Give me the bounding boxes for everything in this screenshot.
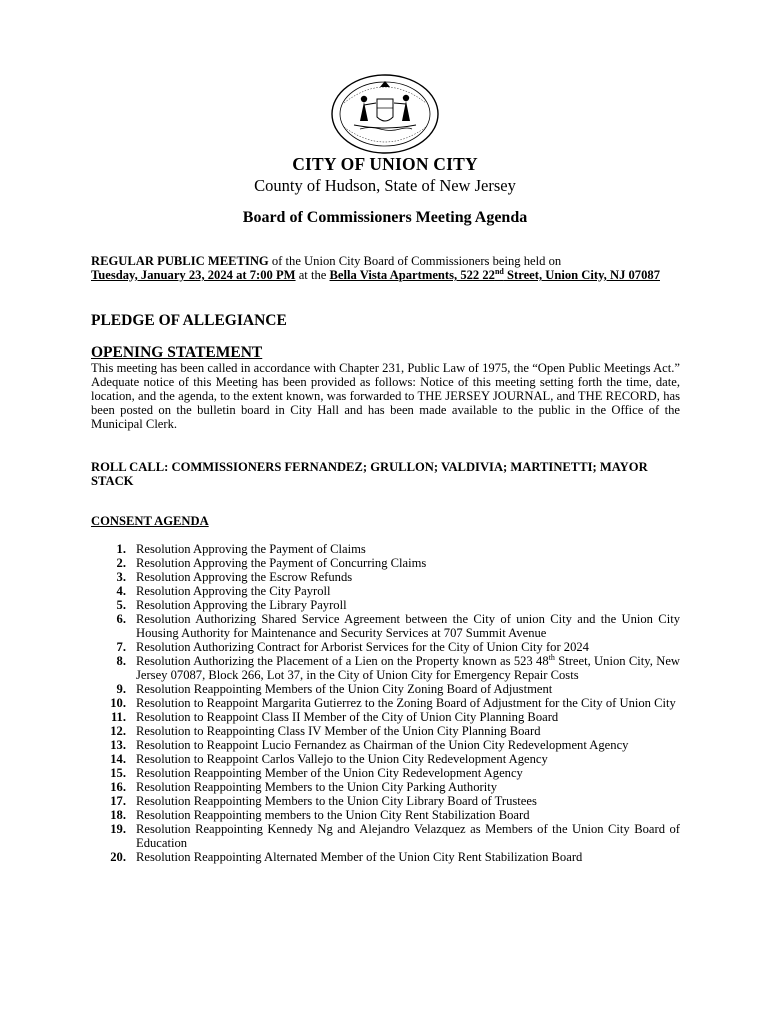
agenda-item: 20. Resolution Reappointing Alternated Member of the Union City Rent Stabilization Board [110,850,583,864]
agenda-item: 11. Resolution to Reappoint Class II Member of the City of Union City Planning Board [110,710,559,724]
agenda-item: 13. Resolution to Reappoint Lucio Fernandez as Chairman of the Union City Redevelopment Agency [110,738,629,752]
meeting-intro: of the Union City Board of Commissioners being held on [268,254,562,268]
consent-agenda-list [91,542,680,864]
agenda-item: 16. Resolution Reappointing Members to the Union City Parking Authority [110,780,497,794]
agenda-item: 4. Resolution Approving the City Payroll [116,584,331,598]
opening-statement-text: This meeting has been called in accordance with Chapter 231, Public Law of 1975, the “Open Public Meetings Act.” Adequate notice of this Meeting has been provided as follows: Notice of this meeting setting forth the time, date, location, and the agenda, to the extent known, was forwarded to THE JERSEY JOURNAL, and THE RECORD, has been posted on the bulletin board in City Hall and has been made available to the public in the Office of the Municipal Clerk. [91,361,680,431]
meeting-type: REGULAR PUBLIC MEETING [91,254,269,268]
agenda-item: 9. Resolution Reappointing Members of the Union City Zoning Board of Adjustment [116,682,553,696]
pledge-heading: PLEDGE OF ALLEGIANCE [91,312,287,329]
city-name: CITY OF UNION CITY [292,154,478,174]
roll-call: ROLL CALL: COMMISSIONERS FERNANDEZ; GRULLON; VALDIVIA; MARTINETTI; MAYOR STACK [91,460,648,488]
agenda-item: 17. Resolution Reappointing Members to the Union City Library Board of Trustees [110,794,537,808]
agenda-item: 8. Resolution Authorizing the Placement of a Lien on the Property known as 523 48th Street, Union City, New Jersey 07087, Block 266, Lot 37, in the City of Union City for Emergency Repair Costs [116,653,681,682]
agenda-item: 3. Resolution Approving the Escrow Refunds [116,570,353,584]
agenda-item: 14. Resolution to Reappoint Carlos Vallejo to the Union City Redevelopment Agency [110,752,548,766]
agenda-item: 1. Resolution Approving the Payment of Claims [116,542,366,556]
agenda-item: 2. Resolution Approving the Payment of Concurring Claims [116,556,427,570]
opening-heading: OPENING STATEMENT [91,344,263,361]
meeting-info [91,254,680,282]
agenda-item: 6. Resolution Authorizing Shared Service Agreement between the City of union City and the Union City Housing Authority for Maintenance and Security Services at 707 Summit Avenue [116,612,680,640]
agenda-item: 15. Resolution Reappointing Member of the Union City Redevelopment Agency [110,766,523,780]
meeting-date-time: Tuesday, January 23, 2024 at 7:00 PM [91,268,296,282]
agenda-item: 7. Resolution Authorizing Contract for Arborist Services for the City of Union City for 2024 [116,640,589,654]
agenda-item: 19. Resolution Reappointing Kennedy Ng and Alejandro Velazquez as Members of the Union City Board of Education [110,822,680,850]
agenda-item: 10. Resolution to Reappoint Margarita Gutierrez to the Zoning Board of Adjustment for the City of Union City [110,696,676,710]
agenda-item: 5. Resolution Approving the Library Payroll [116,598,347,612]
agenda-item: 12. Resolution to Reappointing Class IV Member of the Union City Planning Board [110,724,541,738]
agenda-title: Board of Commissioners Meeting Agenda [242,209,528,226]
city-seal-icon [330,73,440,155]
county-state: County of Hudson, State of New Jersey [254,176,516,195]
agenda-item: 18. Resolution Reappointing members to the Union City Rent Stabilization Board [110,808,530,822]
meeting-at: at the [295,268,330,282]
consent-agenda-heading: CONSENT AGENDA [91,514,209,528]
meeting-location: Bella Vista Apartments, 522 22nd Street, Union City, NJ 07087 [329,267,660,282]
